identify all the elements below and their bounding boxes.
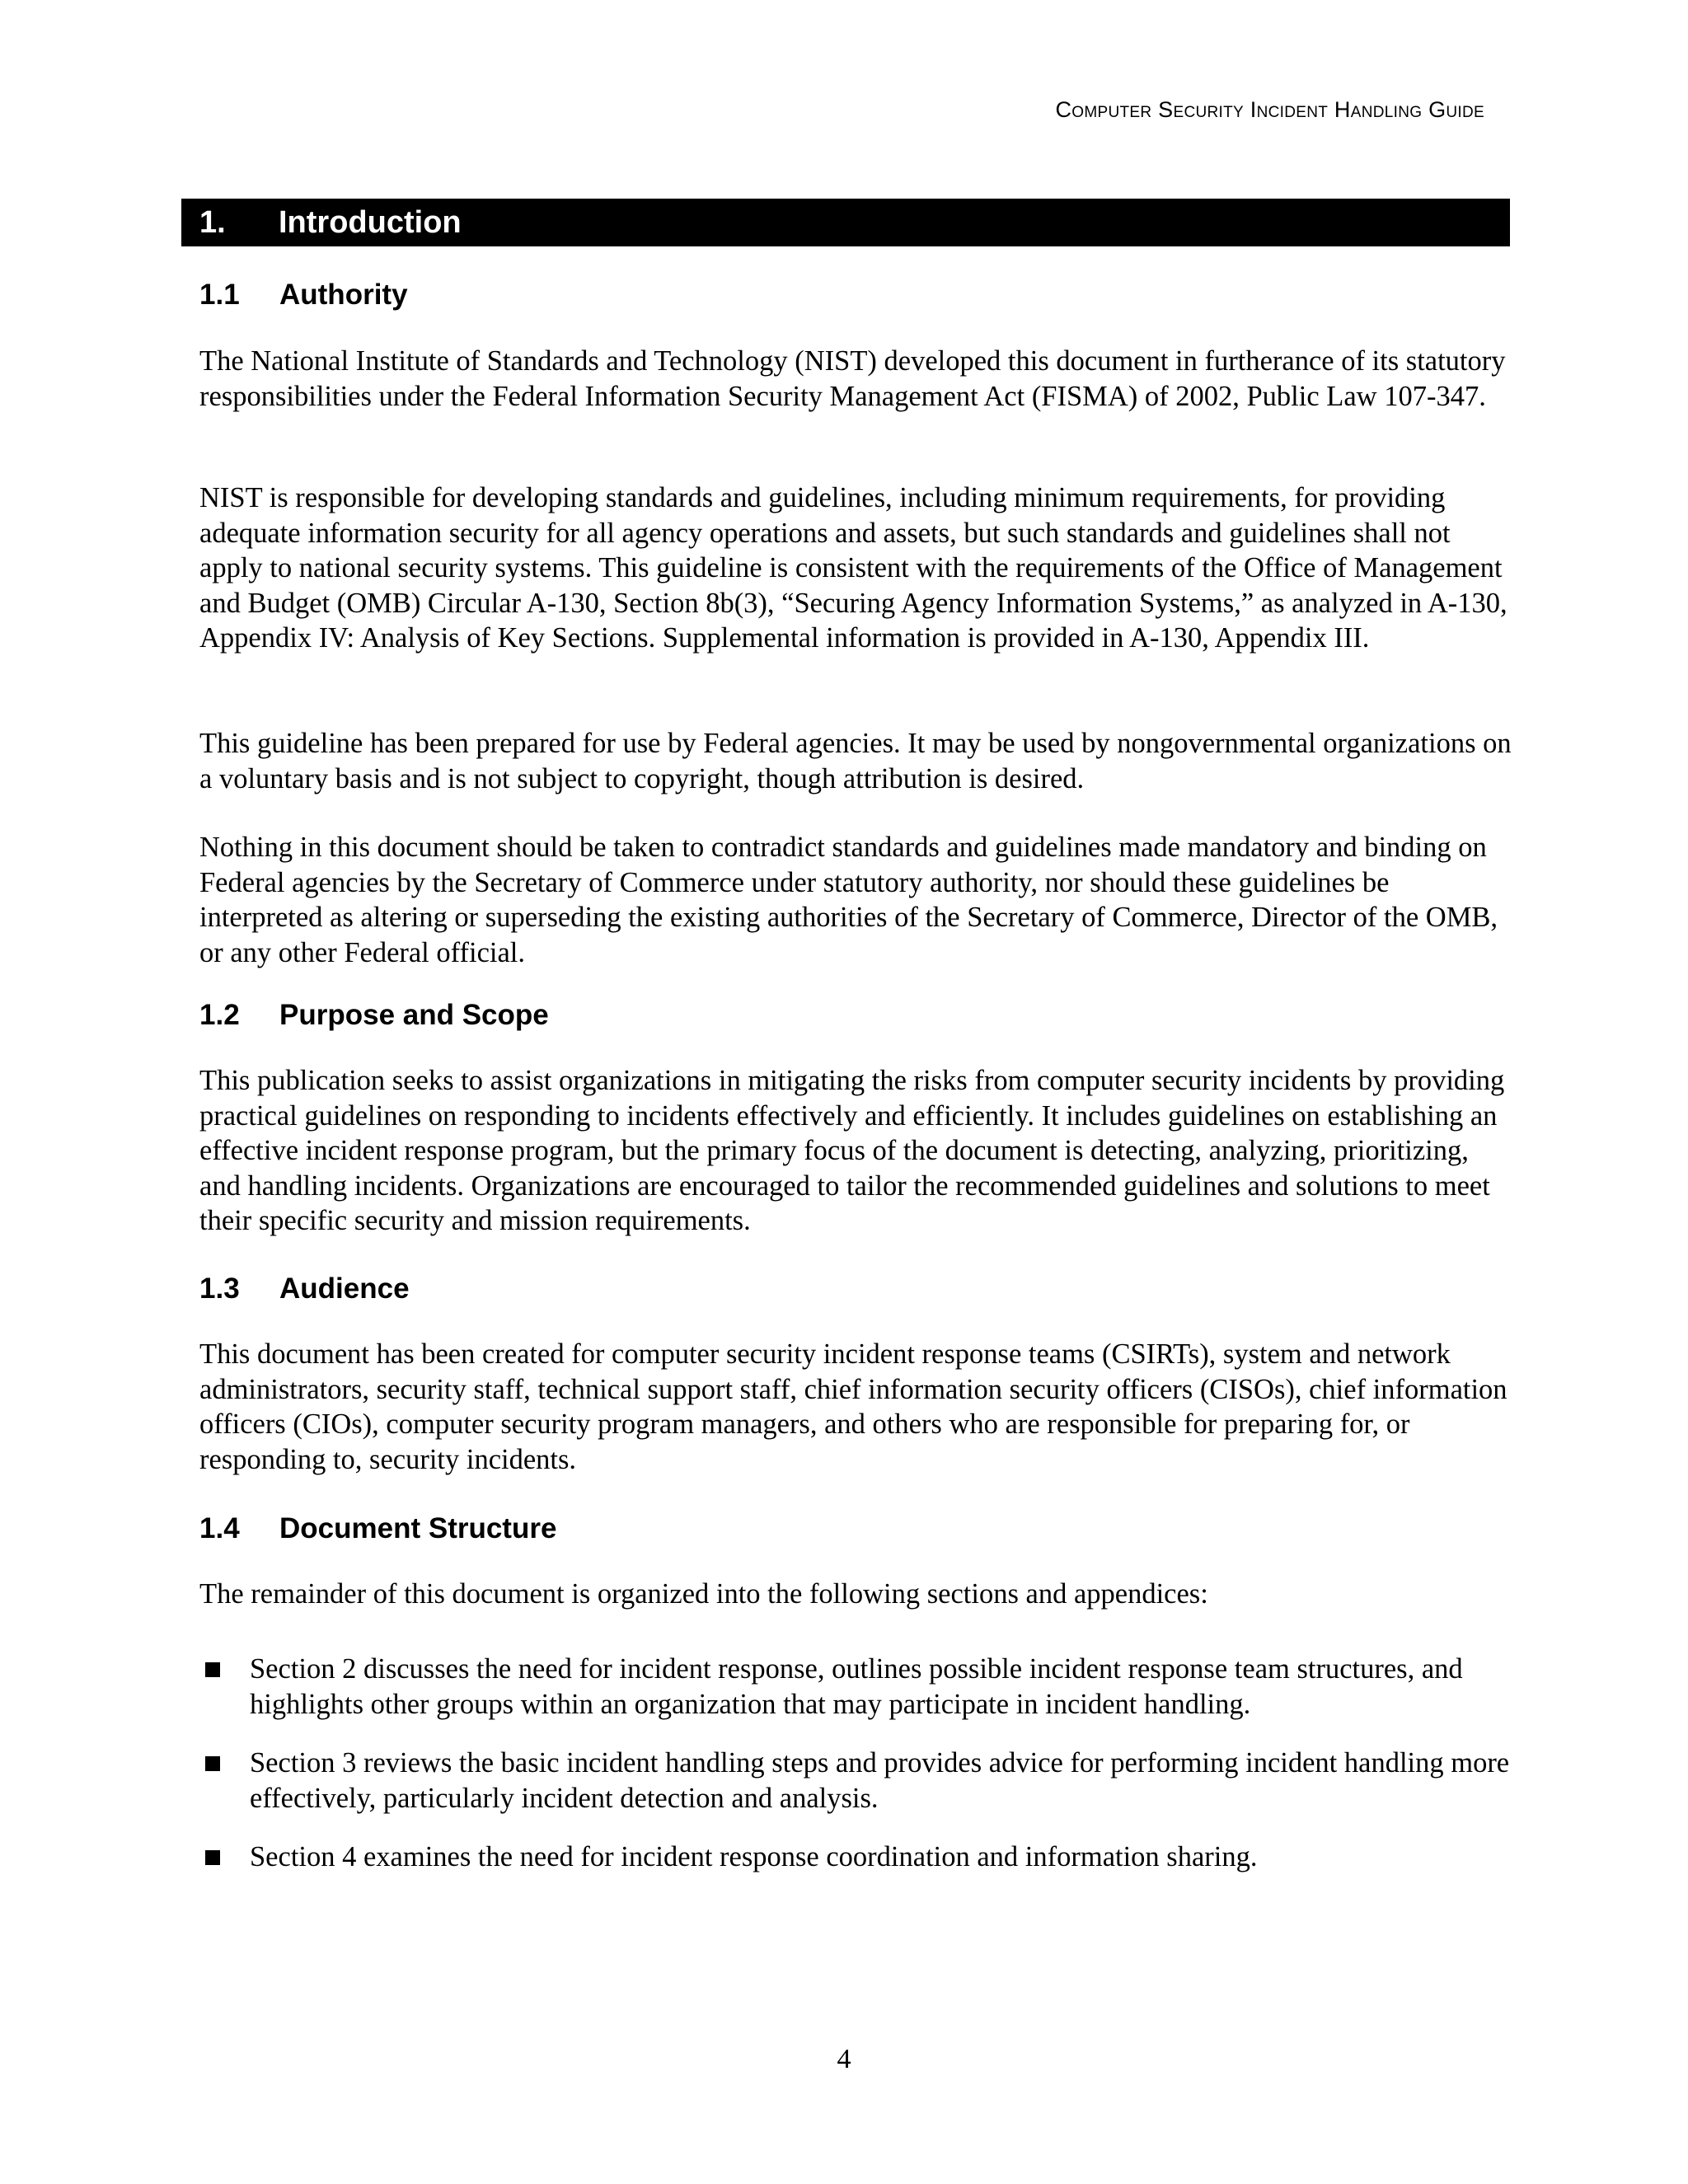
section-number: 1.1 <box>199 279 240 311</box>
paragraph-document-structure: The remainder of this document is organized into the following sections and appendices: <box>199 1578 1208 1610</box>
section-heading-purpose-scope <box>199 999 549 1032</box>
list-item <box>199 1840 1512 1875</box>
chapter-title: Introduction <box>279 205 462 240</box>
page-number: 4 <box>837 2044 851 2074</box>
list-item-text: Section 3 reviews the basic incident handling steps and provides advice for performing incident handling more effectively, particularly incident detection and analysis. <box>250 1747 1510 1814</box>
paragraph-purpose-scope: This publication seeks to assist organizations in mitigating the risks from computer security incidents by providing practical guidelines on responding to incidents effectively and efficiently. It includes guidelines on establishing an effective incident response program, but the primary focus of the document is detecting, analyzing, prioritizing, and handling incidents. Organizations are encouraged to tailor the recommended guidelines and solutions to meet their specific security and mission requirements. <box>199 1065 1505 1236</box>
list-item-text: Section 4 examines the need for incident response coordination and information sharing. <box>250 1841 1258 1872</box>
section-heading-authority <box>199 279 408 312</box>
square-bullet-icon <box>205 1756 220 1771</box>
paragraph-authority-1: The National Institute of Standards and Technology (NIST) developed this document in furtherance of its statutory responsibilities under the Federal Information Security Management Act (FISMA) of 2002, Public Law 107-347. <box>199 345 1506 412</box>
section-list <box>199 1652 1512 1899</box>
section-number: 1.3 <box>199 1272 240 1305</box>
paragraph-audience: This document has been created for computer security incident response teams (CSIRTs), system and network administrators, security staff, technical support staff, chief information security officers (CISOs), chief information officers (CIOs), computer security program managers, and others who are responsible for preparing for, or responding to, security incidents. <box>199 1338 1507 1475</box>
section-title: Purpose and Scope <box>279 999 549 1031</box>
chapter-number: 1. <box>199 205 226 240</box>
paragraph-authority-2: NIST is responsible for developing standards and guidelines, including minimum requirements, for providing adequate information security for all agency operations and assets, but such standards and guidelines shall not apply to national security systems. This guideline is consistent with the requirements of the Office of Management and Budget (OMB) Circular A-130, Section 8b(3), “Securing Agency Information Systems,” as analyzed in A-130, Appendix IV: Analysis of Key Sections. Supplemental information is provided in A-130, Appendix III. <box>199 482 1507 654</box>
section-title: Document Structure <box>279 1512 557 1544</box>
section-number: 1.2 <box>199 999 240 1031</box>
list-item-text: Section 2 discusses the need for incident response, outlines possible incident response team structures, and highlights other groups within an organization that may participate in incident handling. <box>250 1653 1463 1720</box>
section-title: Authority <box>279 279 408 311</box>
section-number: 1.4 <box>199 1512 240 1544</box>
section-heading-audience <box>199 1272 410 1305</box>
running-header: Computer Security Incident Handling Guide <box>1055 97 1484 122</box>
section-title: Audience <box>279 1272 410 1305</box>
section-heading-document-structure <box>199 1512 556 1545</box>
square-bullet-icon <box>205 1662 220 1677</box>
paragraph-authority-3: This guideline has been prepared for use by Federal agencies. It may be used by nongovernmental organizations on a voluntary basis and is not subject to copyright, though attribution is desired. <box>199 728 1512 794</box>
list-item <box>199 1746 1512 1816</box>
list-item <box>199 1652 1512 1722</box>
paragraph-authority-4: Nothing in this document should be taken to contradict standards and guidelines made mandatory and binding on Federal agencies by the Secretary of Commerce under statutory authority, nor should these guidelines be interpreted as altering or superseding the existing authorities of the Secretary of Commerce, Director of the OMB, or any other Federal official. <box>199 832 1498 968</box>
chapter-heading-bar <box>181 199 1510 246</box>
square-bullet-icon <box>205 1850 220 1865</box>
